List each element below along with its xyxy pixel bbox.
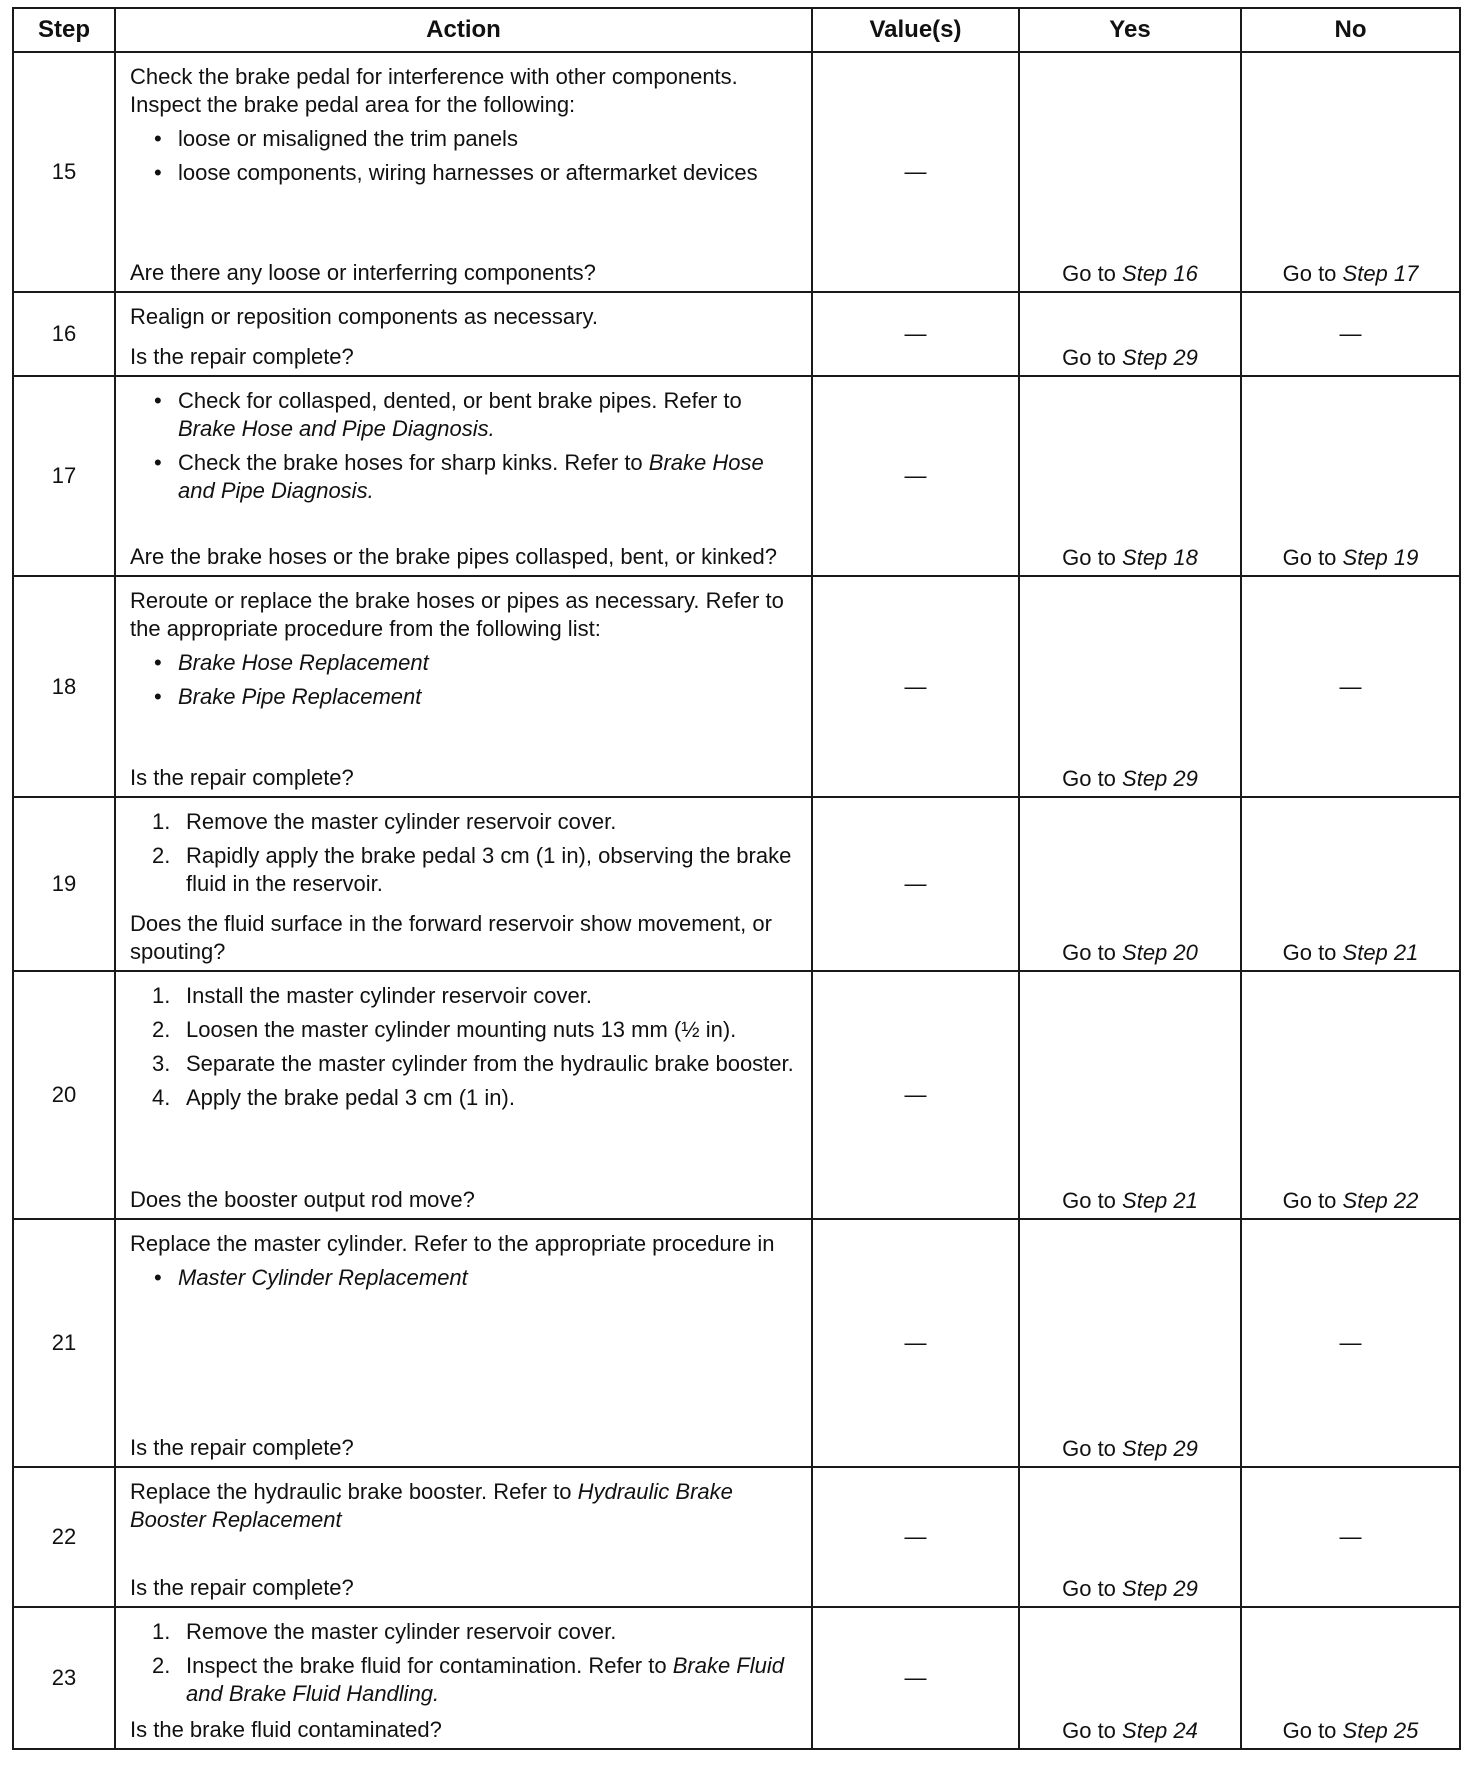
list-item: • Brake Hose Replacement bbox=[154, 650, 429, 675]
header-no: No bbox=[1241, 8, 1460, 52]
list-item: 1. Remove the master cylinder reservoir cover. bbox=[152, 1619, 617, 1644]
yes-cell: Go to Step 29 bbox=[1019, 292, 1241, 376]
list-item: 4. Apply the brake pedal 3 cm (1 in). bbox=[152, 1085, 515, 1110]
list-item: • Check for collasped, dented, or bent brake pipes. Refer to Brake Hose and Pipe Diagnosis. bbox=[154, 388, 742, 441]
action-content bbox=[116, 1608, 811, 1748]
header-yes: Yes bbox=[1019, 8, 1241, 52]
no-step-link: Step 21 bbox=[1342, 940, 1419, 965]
list-item: 2. Rapidly apply the brake pedal 3 cm (1 in), observing the brake fluid in the reservoir. bbox=[152, 843, 792, 896]
value-cell: — bbox=[812, 797, 1019, 971]
no-cell: Go to Step 17 bbox=[1241, 52, 1460, 292]
list-item: 1. Install the master cylinder reservoir cover. bbox=[152, 983, 592, 1008]
table-row-step-21 bbox=[13, 1219, 1460, 1467]
step-number: 18 bbox=[13, 576, 115, 797]
yes-cell: Go to Step 16 bbox=[1019, 52, 1241, 292]
value-cell: — bbox=[812, 971, 1019, 1219]
action-question: Is the repair complete? bbox=[130, 1435, 354, 1460]
no-step-link: Step 22 bbox=[1342, 1188, 1419, 1213]
action-cell bbox=[115, 52, 812, 292]
table-row-step-18 bbox=[13, 576, 1460, 797]
yes-cell: Go to Step 29 bbox=[1019, 1219, 1241, 1467]
step-number: 15 bbox=[13, 52, 115, 292]
action-question: Is the repair complete? bbox=[130, 765, 354, 790]
action-intro: Reroute or replace the brake hoses or pipes as necessary. Refer to the appropriate procedure from the following list: bbox=[130, 588, 784, 641]
action-intro: Replace the hydraulic brake booster. Refer to Hydraulic Brake Booster Replacement bbox=[130, 1479, 733, 1532]
list-item: • Brake Pipe Replacement bbox=[154, 684, 422, 709]
action-question: Is the repair complete? bbox=[130, 1575, 354, 1600]
yes-step-link: Step 29 bbox=[1122, 1436, 1198, 1461]
bullet-list bbox=[130, 387, 797, 505]
action-cell bbox=[115, 1467, 812, 1607]
bullet-list bbox=[130, 649, 797, 711]
numbered-list bbox=[130, 1618, 797, 1708]
yes-step-link: Step 20 bbox=[1122, 940, 1198, 965]
value-cell: — bbox=[812, 576, 1019, 797]
action-cell bbox=[115, 971, 812, 1219]
yes-step-link: Step 21 bbox=[1122, 1188, 1198, 1213]
list-item: 2. Inspect the brake fluid for contamination. Refer to Brake Fluid and Brake Fluid Handling. bbox=[152, 1653, 784, 1706]
no-cell: — bbox=[1241, 576, 1460, 797]
no-cell: Go to Step 21 bbox=[1241, 797, 1460, 971]
yes-step-link: Step 18 bbox=[1122, 545, 1198, 570]
action-question: Does the booster output rod move? bbox=[130, 1187, 475, 1212]
header-values: Value(s) bbox=[812, 8, 1019, 52]
list-item: • Check the brake hoses for sharp kinks. Refer to Brake Hose and Pipe Diagnosis. bbox=[154, 450, 764, 503]
step-number: 20 bbox=[13, 971, 115, 1219]
value-cell: — bbox=[812, 376, 1019, 576]
no-step-link: Step 19 bbox=[1342, 545, 1419, 570]
action-intro: Realign or reposition components as necessary. bbox=[130, 304, 598, 329]
reference-link: Hydraulic Brake Booster Replacement bbox=[130, 1479, 733, 1532]
no-step-link: Step 17 bbox=[1342, 261, 1419, 286]
list-item: • loose or misaligned the trim panels bbox=[154, 126, 518, 151]
list-item: 3. Separate the master cylinder from the hydraulic brake booster. bbox=[152, 1051, 794, 1076]
table-row-step-15 bbox=[13, 52, 1460, 292]
no-cell: — bbox=[1241, 1467, 1460, 1607]
yes-step-link: Step 29 bbox=[1122, 1576, 1198, 1601]
header-step: Step bbox=[13, 8, 115, 52]
yes-step-link: Step 29 bbox=[1122, 345, 1198, 370]
yes-cell: Go to Step 24 bbox=[1019, 1607, 1241, 1749]
action-question: Is the repair complete? bbox=[130, 344, 354, 369]
header-action: Action bbox=[115, 8, 812, 52]
step-number: 16 bbox=[13, 292, 115, 376]
table-row-step-16 bbox=[13, 292, 1460, 376]
yes-cell: Go to Step 29 bbox=[1019, 1467, 1241, 1607]
table-row-step-23 bbox=[13, 1607, 1460, 1749]
bullet-list bbox=[130, 125, 797, 187]
step-number: 22 bbox=[13, 1467, 115, 1607]
no-cell: Go to Step 19 bbox=[1241, 376, 1460, 576]
action-cell bbox=[115, 376, 812, 576]
step-number: 19 bbox=[13, 797, 115, 971]
table-row-step-22 bbox=[13, 1467, 1460, 1607]
list-item: • loose components, wiring harnesses or aftermarket devices bbox=[154, 160, 758, 185]
action-content bbox=[116, 972, 811, 1218]
yes-step-link: Step 16 bbox=[1122, 261, 1198, 286]
yes-step-link: Step 24 bbox=[1122, 1718, 1198, 1743]
yes-cell: Go to Step 21 bbox=[1019, 971, 1241, 1219]
action-cell bbox=[115, 1607, 812, 1749]
yes-cell: Go to Step 20 bbox=[1019, 797, 1241, 971]
action-cell bbox=[115, 797, 812, 971]
action-content bbox=[116, 1220, 811, 1466]
action-content bbox=[116, 293, 811, 375]
yes-cell: Go to Step 18 bbox=[1019, 376, 1241, 576]
bullet-list bbox=[130, 1264, 797, 1292]
value-cell: — bbox=[812, 1219, 1019, 1467]
value-cell: — bbox=[812, 292, 1019, 376]
table-row-step-20 bbox=[13, 971, 1460, 1219]
action-question: Does the fluid surface in the forward reservoir show movement, or spouting? bbox=[130, 911, 772, 964]
action-intro: Check the brake pedal for interference with other components. Inspect the brake pedal area for the following: bbox=[130, 64, 738, 117]
action-intro: Replace the master cylinder. Refer to the appropriate procedure in bbox=[130, 1231, 775, 1256]
no-cell: — bbox=[1241, 1219, 1460, 1467]
table-row-step-19 bbox=[13, 797, 1460, 971]
value-cell: — bbox=[812, 1607, 1019, 1749]
step-number: 23 bbox=[13, 1607, 115, 1749]
action-question: Are the brake hoses or the brake pipes collasped, bent, or kinked? bbox=[130, 544, 777, 569]
yes-cell: Go to Step 29 bbox=[1019, 576, 1241, 797]
step-number: 17 bbox=[13, 376, 115, 576]
list-item: 2. Loosen the master cylinder mounting nuts 13 mm (½ in). bbox=[152, 1017, 737, 1042]
action-content bbox=[116, 1468, 811, 1606]
no-cell: Go to Step 22 bbox=[1241, 971, 1460, 1219]
no-step-link: Step 25 bbox=[1342, 1718, 1419, 1743]
numbered-list bbox=[130, 808, 797, 898]
value-cell: — bbox=[812, 1467, 1019, 1607]
yes-step-link: Step 29 bbox=[1122, 766, 1198, 791]
action-content bbox=[116, 798, 811, 970]
header-row bbox=[13, 8, 1460, 52]
numbered-list bbox=[130, 982, 797, 1112]
diagnostic-table bbox=[12, 7, 1461, 1750]
list-item: 1. Remove the master cylinder reservoir cover. bbox=[152, 809, 617, 834]
action-content bbox=[116, 377, 811, 575]
action-cell bbox=[115, 576, 812, 797]
action-content bbox=[116, 577, 811, 796]
no-cell: — bbox=[1241, 292, 1460, 376]
list-item: • Master Cylinder Replacement bbox=[154, 1265, 468, 1290]
value-cell: — bbox=[812, 52, 1019, 292]
action-cell bbox=[115, 292, 812, 376]
step-number: 21 bbox=[13, 1219, 115, 1467]
action-question: Is the brake fluid contaminated? bbox=[130, 1717, 442, 1742]
table-row-step-17 bbox=[13, 376, 1460, 576]
no-cell: Go to Step 25 bbox=[1241, 1607, 1460, 1749]
action-question: Are there any loose or interferring components? bbox=[130, 260, 596, 285]
action-cell bbox=[115, 1219, 812, 1467]
action-content bbox=[116, 53, 811, 291]
